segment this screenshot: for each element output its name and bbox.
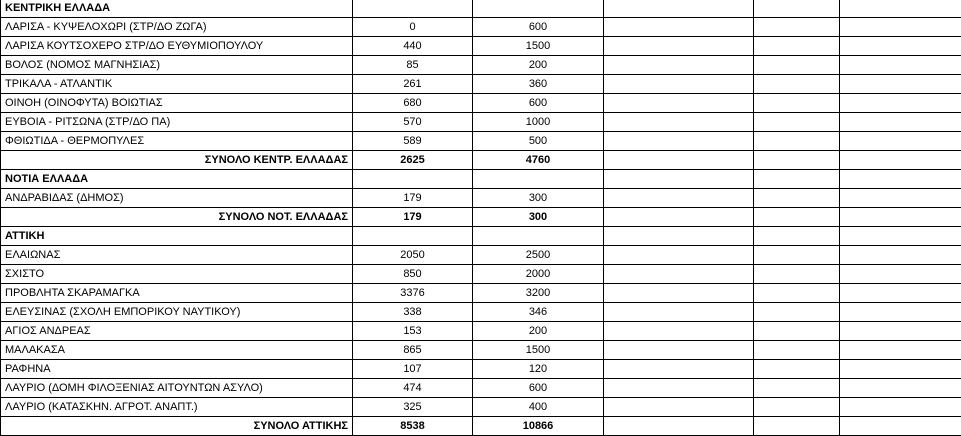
empty-cell xyxy=(754,265,840,284)
value-capacity: 2000 xyxy=(473,265,604,284)
location-name: ΕΛΑΙΩΝΑΣ xyxy=(1,246,353,265)
empty-cell xyxy=(353,170,473,189)
empty-cell xyxy=(604,75,754,94)
total-label: ΣΥΝΟΛΟ ΝΟΤ. ΕΛΛΑΔΑΣ xyxy=(1,208,353,227)
empty-cell xyxy=(754,227,840,246)
table-row xyxy=(1,56,961,75)
table-row xyxy=(1,379,961,398)
table-row xyxy=(1,284,961,303)
value-capacity: 400 xyxy=(473,398,604,417)
table-row xyxy=(1,113,961,132)
table-row xyxy=(1,322,961,341)
table-row xyxy=(1,360,961,379)
value-capacity: 500 xyxy=(473,132,604,151)
empty-cell xyxy=(840,132,961,151)
empty-cell xyxy=(840,360,961,379)
location-name: ΟΙΝΟΗ (ΟΙΝΟΦΥΤΑ) ΒΟΙΩΤΙΑΣ xyxy=(1,94,353,113)
empty-cell xyxy=(604,170,754,189)
value-capacity: 1500 xyxy=(473,341,604,360)
empty-cell xyxy=(604,246,754,265)
location-name: ΕΥΒΟΙΑ - ΡΙΤΣΩΝΑ (ΣΤΡ/ΔΟ ΠΑ) xyxy=(1,113,353,132)
empty-cell xyxy=(754,398,840,417)
total-current: 2625 xyxy=(353,151,473,170)
empty-cell xyxy=(754,303,840,322)
empty-cell xyxy=(604,265,754,284)
empty-cell xyxy=(754,284,840,303)
empty-cell xyxy=(754,246,840,265)
empty-cell xyxy=(840,341,961,360)
table-row xyxy=(1,303,961,322)
empty-cell xyxy=(604,37,754,56)
total-current: 179 xyxy=(353,208,473,227)
empty-cell xyxy=(604,94,754,113)
empty-cell xyxy=(353,227,473,246)
total-row xyxy=(1,208,961,227)
empty-cell xyxy=(604,208,754,227)
empty-cell xyxy=(604,18,754,37)
value-current: 107 xyxy=(353,360,473,379)
value-current: 3376 xyxy=(353,284,473,303)
empty-cell xyxy=(754,113,840,132)
empty-cell xyxy=(840,303,961,322)
value-capacity: 360 xyxy=(473,75,604,94)
location-name: ΕΛΕΥΣΙΝΑΣ (ΣΧΟΛΗ ΕΜΠΟΡΙΚΟΥ ΝΑΥΤΙΚΟΥ) xyxy=(1,303,353,322)
value-current: 589 xyxy=(353,132,473,151)
empty-cell xyxy=(754,170,840,189)
value-capacity: 2500 xyxy=(473,246,604,265)
value-capacity: 1500 xyxy=(473,37,604,56)
empty-cell xyxy=(754,322,840,341)
total-row xyxy=(1,417,961,436)
location-name: ΡΑΦΗΝΑ xyxy=(1,360,353,379)
table-row xyxy=(1,189,961,208)
empty-cell xyxy=(604,379,754,398)
value-current: 680 xyxy=(353,94,473,113)
value-capacity: 600 xyxy=(473,94,604,113)
value-capacity: 200 xyxy=(473,56,604,75)
empty-cell xyxy=(754,37,840,56)
value-capacity: 346 xyxy=(473,303,604,322)
empty-cell xyxy=(604,227,754,246)
total-capacity: 4760 xyxy=(473,151,604,170)
total-row xyxy=(1,151,961,170)
empty-cell xyxy=(604,284,754,303)
empty-cell xyxy=(353,0,473,18)
empty-cell xyxy=(473,227,604,246)
empty-cell xyxy=(754,208,840,227)
section-title: ΑΤΤΙΚΗ xyxy=(1,227,353,246)
empty-cell xyxy=(754,151,840,170)
value-capacity: 3200 xyxy=(473,284,604,303)
empty-cell xyxy=(754,379,840,398)
empty-cell xyxy=(754,417,840,436)
value-current: 2050 xyxy=(353,246,473,265)
value-current: 325 xyxy=(353,398,473,417)
empty-cell xyxy=(754,341,840,360)
section-header-row xyxy=(1,170,961,189)
empty-cell xyxy=(840,246,961,265)
empty-cell xyxy=(840,94,961,113)
table-row xyxy=(1,37,961,56)
empty-cell xyxy=(840,208,961,227)
total-capacity: 300 xyxy=(473,208,604,227)
empty-cell xyxy=(840,227,961,246)
empty-cell xyxy=(840,284,961,303)
section-header-row xyxy=(1,0,961,18)
empty-cell xyxy=(840,0,961,18)
value-current: 0 xyxy=(353,18,473,37)
value-current: 850 xyxy=(353,265,473,284)
empty-cell xyxy=(840,37,961,56)
empty-cell xyxy=(840,189,961,208)
table-row xyxy=(1,246,961,265)
empty-cell xyxy=(604,113,754,132)
table-row xyxy=(1,94,961,113)
empty-cell xyxy=(840,170,961,189)
empty-cell xyxy=(840,75,961,94)
empty-cell xyxy=(604,417,754,436)
empty-cell xyxy=(754,94,840,113)
table-row xyxy=(1,75,961,94)
section-title: ΚΕΝΤΡΙΚΗ ΕΛΛΑΔΑ xyxy=(1,0,353,18)
empty-cell xyxy=(604,56,754,75)
value-current: 153 xyxy=(353,322,473,341)
location-name: ΠΡΟΒΛΗΤΑ ΣΚΑΡΑΜΑΓΚΑ xyxy=(1,284,353,303)
empty-cell xyxy=(604,303,754,322)
location-name: ΛΑΡΙΣΑ ΚΟΥΤΣΟΧΕΡΟ ΣΤΡ/ΔΟ ΕΥΘΥΜΙΟΠΟΥΛΟΥ xyxy=(1,37,353,56)
empty-cell xyxy=(604,322,754,341)
location-name: ΤΡΙΚΑΛΑ - ΑΤΛΑΝΤΙΚ xyxy=(1,75,353,94)
value-current: 85 xyxy=(353,56,473,75)
value-capacity: 120 xyxy=(473,360,604,379)
empty-cell xyxy=(754,18,840,37)
table-row xyxy=(1,265,961,284)
location-name: ΦΘΙΩΤΙΔΑ - ΘΕΡΜΟΠΥΛΕΣ xyxy=(1,132,353,151)
empty-cell xyxy=(604,398,754,417)
empty-cell xyxy=(754,360,840,379)
location-name: ΛΑΥΡΙΟ (ΚΑΤΑΣΚΗΝ. ΑΓΡΟΤ. ΑΝΑΠΤ.) xyxy=(1,398,353,417)
empty-cell xyxy=(840,265,961,284)
value-capacity: 300 xyxy=(473,189,604,208)
location-name: ΛΑΥΡΙΟ (ΔΟΜΗ ΦΙΛΟΞΕΝΙΑΣ ΑΙΤΟΥΝΤΩΝ ΑΣΥΛΟ) xyxy=(1,379,353,398)
value-capacity: 600 xyxy=(473,379,604,398)
value-current: 179 xyxy=(353,189,473,208)
value-current: 865 xyxy=(353,341,473,360)
location-name: ΒΟΛΟΣ (ΝΟΜΟΣ ΜΑΓΝΗΣΙΑΣ) xyxy=(1,56,353,75)
total-label: ΣΥΝΟΛΟ ΚΕΝΤΡ. ΕΛΛΑΔΑΣ xyxy=(1,151,353,170)
location-name: ΑΝΔΡΑΒΙΔΑΣ (ΔΗΜΟΣ) xyxy=(1,189,353,208)
value-current: 440 xyxy=(353,37,473,56)
empty-cell xyxy=(840,151,961,170)
location-name: ΜΑΛΑΚΑΣΑ xyxy=(1,341,353,360)
table-row xyxy=(1,132,961,151)
location-name: ΛΑΡΙΣΑ - ΚΥΨΕΛΟΧΩΡΙ (ΣΤΡ/ΔΟ ΖΩΓΑ) xyxy=(1,18,353,37)
empty-cell xyxy=(754,56,840,75)
empty-cell xyxy=(604,151,754,170)
empty-cell xyxy=(840,417,961,436)
total-label: ΣΥΝΟΛΟ ΑΤΤΙΚΗΣ xyxy=(1,417,353,436)
location-name: ΣΧΙΣΤΟ xyxy=(1,265,353,284)
section-title: ΝΟΤΙΑ ΕΛΛΑΔΑ xyxy=(1,170,353,189)
value-capacity: 1000 xyxy=(473,113,604,132)
table-row xyxy=(1,398,961,417)
value-current: 570 xyxy=(353,113,473,132)
location-name: ΑΓΙΟΣ ΑΝΔΡΕΑΣ xyxy=(1,322,353,341)
empty-cell xyxy=(604,189,754,208)
empty-cell xyxy=(754,0,840,18)
empty-cell xyxy=(604,360,754,379)
empty-cell xyxy=(754,132,840,151)
total-current: 8538 xyxy=(353,417,473,436)
value-current: 474 xyxy=(353,379,473,398)
empty-cell xyxy=(604,341,754,360)
total-capacity: 10866 xyxy=(473,417,604,436)
empty-cell xyxy=(840,398,961,417)
table-row xyxy=(1,18,961,37)
table-row xyxy=(1,341,961,360)
section-header-row xyxy=(1,227,961,246)
table-body xyxy=(1,0,961,436)
empty-cell xyxy=(604,132,754,151)
empty-cell xyxy=(840,18,961,37)
empty-cell xyxy=(840,113,961,132)
empty-cell xyxy=(754,75,840,94)
empty-cell xyxy=(754,189,840,208)
value-capacity: 200 xyxy=(473,322,604,341)
value-capacity: 600 xyxy=(473,18,604,37)
empty-cell xyxy=(840,379,961,398)
value-current: 338 xyxy=(353,303,473,322)
empty-cell xyxy=(840,322,961,341)
value-current: 261 xyxy=(353,75,473,94)
empty-cell xyxy=(473,170,604,189)
empty-cell xyxy=(604,0,754,18)
empty-cell xyxy=(840,56,961,75)
empty-cell xyxy=(473,0,604,18)
